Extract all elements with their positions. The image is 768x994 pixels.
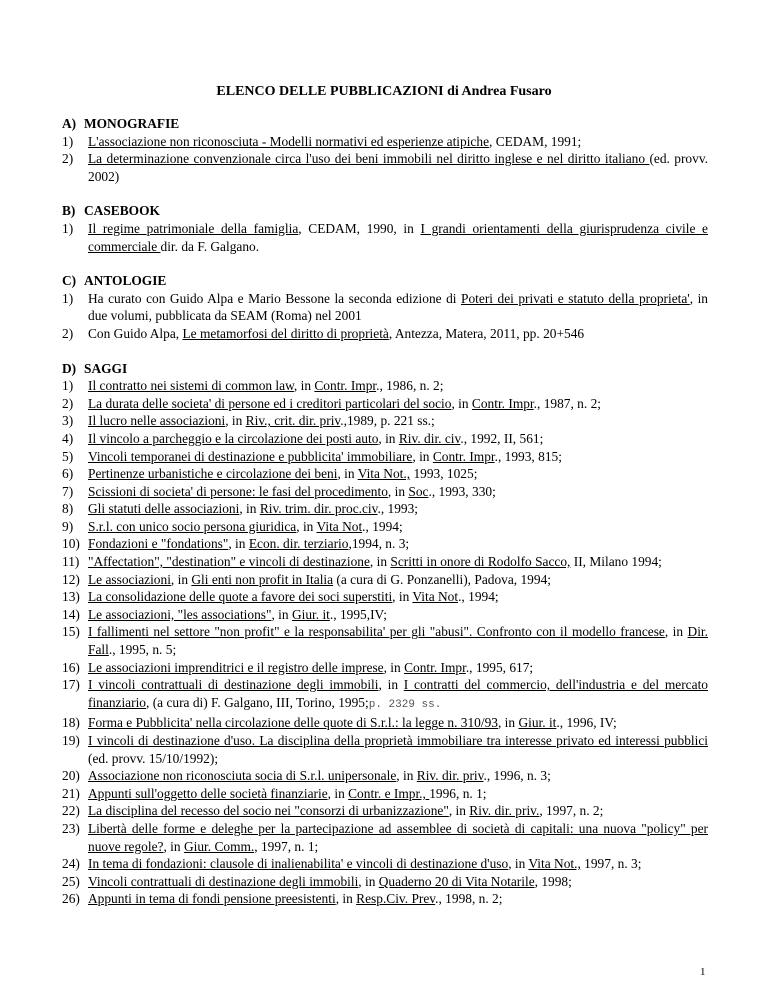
citation-text: , in xyxy=(163,838,184,854)
item-number: 1) xyxy=(62,378,74,394)
citation-text: ., 1995,IV; xyxy=(329,606,387,622)
section-heading xyxy=(62,272,708,290)
citation-text: , in xyxy=(451,395,472,411)
citation-title: I contratti del commercio, dell'industria e del mercato finanziario xyxy=(88,677,708,710)
citation-text: p. 2329 ss. xyxy=(368,698,442,711)
list-item xyxy=(62,571,708,589)
section-label: A) xyxy=(62,116,77,131)
citation-text: ., 1993; xyxy=(377,501,419,517)
citation-title: Soc xyxy=(408,483,429,499)
citation-text: , CEDAM, 1991; xyxy=(489,133,582,149)
citation-title: "Affectation", "destination" e vincoli di destinazione xyxy=(88,554,370,570)
section-heading xyxy=(62,202,708,220)
item-number: 23) xyxy=(62,820,80,836)
citation-text: ., 1998, n. 2; xyxy=(435,891,503,907)
item-text xyxy=(88,732,708,767)
citation-title: Contr. e Impr., xyxy=(348,785,430,801)
citation-text: , 1997, n. 2; xyxy=(539,803,604,819)
item-text xyxy=(88,500,708,518)
item-text xyxy=(88,325,708,343)
item-text xyxy=(88,290,708,325)
citation-text: Con Guido Alpa, xyxy=(88,325,183,341)
item-number: 10) xyxy=(62,536,80,552)
list-item xyxy=(62,659,708,677)
item-number: 26) xyxy=(62,891,80,907)
citation-text: ., 1993, 330; xyxy=(428,483,496,499)
item-text xyxy=(88,820,708,855)
citation-title: Associazione non riconosciuta socia di S.r.l. unipersonale xyxy=(88,768,397,784)
citation-text: , in xyxy=(335,891,357,907)
citation-title: Fondazioni e "fondations" xyxy=(88,536,229,552)
citation-text: , Antezza, Matera, 2011, pp. 20+546 xyxy=(388,325,585,341)
list-item xyxy=(62,535,708,553)
item-number: 24) xyxy=(62,856,80,872)
item-text xyxy=(88,785,708,803)
list-item xyxy=(62,220,708,255)
citation-title: Vincoli contrattuali di destinazione degli immobili xyxy=(88,873,359,889)
list-item xyxy=(62,377,708,395)
citation-text: ., 1994; xyxy=(362,518,403,534)
citation-text: ,1994, n. 3; xyxy=(348,536,410,552)
list-item xyxy=(62,553,708,571)
item-number: 5) xyxy=(62,448,74,464)
citation-text: Ha curato con Guido Alpa e Mario Bessone la seconda edizione di xyxy=(88,290,462,306)
citation-title: Le associazioni imprenditrici e il registro delle imprese xyxy=(88,659,384,675)
citation-text: , in due volumi, pubblicata da SEAM (Roma) nel 2001 xyxy=(88,290,708,324)
citation-title: La consolidazione delle quote a favore dei soci superstiti xyxy=(88,589,393,605)
item-text xyxy=(88,518,708,536)
page-number: 1 xyxy=(700,966,706,978)
citation-text: , 1998; xyxy=(534,873,572,889)
citation-title: Appunti in tema di fondi pensione preesistenti xyxy=(88,891,336,907)
citation-title: Riv. trim. dir. proc.civ xyxy=(259,501,378,517)
section-heading xyxy=(62,360,708,378)
item-number: 13) xyxy=(62,589,80,605)
citation-title: Le associazioni xyxy=(88,571,171,587)
citation-text: , in xyxy=(358,873,379,889)
citation-title: Vita Not xyxy=(412,589,459,605)
item-number: 18) xyxy=(62,715,80,731)
citation-title: Vita Not., xyxy=(357,466,411,482)
citation-text: , in xyxy=(327,785,349,801)
section-heading-text: MONOGRAFIE xyxy=(84,116,180,131)
citation-text: 1997, n. 3; xyxy=(580,856,642,872)
item-number: 21) xyxy=(62,785,80,801)
item-number: 9) xyxy=(62,518,74,534)
citation-text: , in xyxy=(369,554,391,570)
section xyxy=(62,115,708,185)
citation-text: , in xyxy=(664,624,688,640)
item-number: 16) xyxy=(62,659,80,675)
citation-text: II, Milano 1994; xyxy=(570,554,662,570)
citation-title: Libertà delle forme e deleghe per la partecipazione ad assemblee di società di capitali: una nuova "policy" per nuove regole? xyxy=(88,820,708,854)
citation-text: (ed. provv. 15/10/1992); xyxy=(88,750,219,766)
item-text xyxy=(88,588,708,606)
citation-title: Gli enti non profit in Italia xyxy=(191,571,334,587)
item-number: 17) xyxy=(62,677,80,693)
section xyxy=(62,202,708,255)
item-number: 14) xyxy=(62,606,80,622)
citation-title: Il lucro nelle associazioni xyxy=(88,413,226,429)
item-text xyxy=(88,767,708,785)
list-item xyxy=(62,500,708,518)
citation-text: ., 1993, 815; xyxy=(494,448,562,464)
item-text xyxy=(88,430,708,448)
item-number: 25) xyxy=(62,873,80,889)
list-item xyxy=(62,483,708,501)
item-text xyxy=(88,377,708,395)
citation-title: Le metamorfosi del diritto di proprietà xyxy=(182,325,389,341)
citation-title: Riv. dir. priv xyxy=(416,768,484,784)
item-text xyxy=(88,395,708,413)
list-item xyxy=(62,430,708,448)
list-item xyxy=(62,890,708,908)
citation-title: Pertinenze urbanistiche e circolazione dei beni xyxy=(88,466,338,482)
citation-title: Riv. dir. civ xyxy=(398,430,461,446)
section-heading-text: SAGGI xyxy=(84,360,128,376)
item-text xyxy=(88,623,708,658)
list-item xyxy=(62,150,708,185)
list-item xyxy=(62,133,708,151)
citation-title: Il contratto nei sistemi di common law xyxy=(88,378,294,394)
citation-title: Appunti sull'oggetto delle società finanziarie xyxy=(88,785,328,801)
list-item xyxy=(62,290,708,325)
item-number: 1) xyxy=(62,133,74,149)
list-item xyxy=(62,767,708,785)
citation-text: , CEDAM, 1990, in xyxy=(298,220,421,236)
list-item xyxy=(62,873,708,891)
item-text xyxy=(88,465,708,483)
citation-text: , in xyxy=(170,571,192,587)
citation-title: Contr. Impr xyxy=(314,378,377,394)
citation-title: Contr. Impr xyxy=(471,395,534,411)
item-text xyxy=(88,448,708,466)
section xyxy=(62,272,708,342)
citation-title: Le associazioni, "les associations" xyxy=(88,606,272,622)
list-item xyxy=(62,714,708,732)
citation-title: Il vincolo a parcheggio e la circolazione dei posti auto xyxy=(88,430,379,446)
publication-list xyxy=(62,115,708,925)
list-item xyxy=(62,802,708,820)
item-text xyxy=(88,802,708,820)
item-text xyxy=(88,659,708,677)
citation-text: , in xyxy=(293,378,315,394)
citation-text: ., 1996, IV; xyxy=(556,715,617,731)
item-text xyxy=(88,676,708,714)
citation-title: Dir. Fall xyxy=(88,624,708,658)
item-number: 4) xyxy=(62,430,74,446)
citation-title: Il regime patrimoniale della famiglia xyxy=(88,220,299,236)
citation-text: , in xyxy=(271,606,292,622)
citation-title: Vita Not., xyxy=(528,856,581,872)
item-text xyxy=(88,220,708,255)
citation-text: , in xyxy=(497,715,519,731)
citation-title: La disciplina del recesso del socio nei "consorzi di urbanizzazione" xyxy=(88,803,449,819)
item-number: 15) xyxy=(62,624,80,640)
item-number: 6) xyxy=(62,466,74,482)
citation-title: I grandi orientamenti della giurisprudenza civile e commerciale xyxy=(88,220,709,254)
item-number: 11) xyxy=(62,554,80,570)
section-heading-text: CASEBOOK xyxy=(84,203,160,219)
item-number: 2) xyxy=(62,151,74,167)
list-item xyxy=(62,395,708,413)
item-text xyxy=(88,553,708,571)
section xyxy=(62,360,708,908)
list-item xyxy=(62,623,708,658)
list-item xyxy=(62,588,708,606)
item-text xyxy=(88,483,708,501)
citation-title: Riv., crit. dir. priv xyxy=(245,413,341,429)
citation-text: , in xyxy=(412,448,433,464)
item-number: 8) xyxy=(62,501,74,517)
citation-text: ., 1996, n. 3; xyxy=(483,768,551,784)
item-number: 22) xyxy=(62,803,80,819)
citation-text: dir. da F. Galgano. xyxy=(160,238,260,254)
citation-title: Forma e Pubblicita' nella circolazione delle quote di S.r.l.: la legge n. 310/93 xyxy=(88,715,498,731)
citation-title: Quaderno 20 di Vita Notarile xyxy=(378,873,535,889)
citation-title: Vita Not xyxy=(316,518,363,534)
citation-text: ., 1992, II, 561; xyxy=(460,430,544,446)
citation-text: , in xyxy=(396,768,417,784)
item-number: 19) xyxy=(62,733,80,748)
item-text xyxy=(88,150,708,185)
citation-title: In tema di fondazioni: clausole di inalienabilita' e vincoli di destinazione d'uso xyxy=(88,856,509,872)
item-number: 20) xyxy=(62,768,80,784)
section-label: B) xyxy=(62,203,76,219)
citation-text: , in xyxy=(448,803,470,819)
citation-text: 1993, 1025; xyxy=(410,466,478,482)
list-item xyxy=(62,606,708,624)
citation-text: , in xyxy=(239,501,260,517)
list-item xyxy=(62,855,708,873)
citation-title: I fallimenti nel settore "non profit" e la responsabilita' per gli "abusi". Confronto con il modello francese xyxy=(88,624,665,640)
list-item xyxy=(62,820,708,855)
list-item xyxy=(62,518,708,536)
citation-text: ., 1995, n. 5; xyxy=(108,642,177,658)
item-text xyxy=(88,606,708,624)
citation-text: ., 1987, n. 2; xyxy=(533,395,601,411)
citation-title: Riv. dir. priv. xyxy=(469,803,540,819)
citation-text: ., 1986, n. 2; xyxy=(376,378,444,394)
citation-text: , in xyxy=(378,677,404,693)
citation-title: La durata delle societa' di persone ed i creditori particolari del socio xyxy=(88,395,452,411)
citation-text: , in xyxy=(508,856,529,872)
citation-text: , in xyxy=(337,466,358,482)
citation-text: (a cura di G. Ponzanelli), Padova, 1994; xyxy=(333,571,551,587)
list-item xyxy=(62,732,708,767)
citation-text: , in xyxy=(383,659,405,675)
item-number: 1) xyxy=(62,290,74,306)
list-item xyxy=(62,465,708,483)
citation-title: Giur. Comm., xyxy=(183,838,258,854)
citation-title: Contr. Impr xyxy=(432,448,495,464)
citation-title: Scissioni di societa' di persone: le fasi del procedimento xyxy=(88,483,388,499)
citation-text: , in xyxy=(378,430,399,446)
citation-text: , in xyxy=(392,589,413,605)
citation-text: 1997, n. 1; xyxy=(257,838,319,854)
citation-text: , (a cura di) F. Galgano, III, Torino, 1995; xyxy=(146,694,369,710)
citation-title: Resp.Civ. Prev xyxy=(356,891,436,907)
item-number: 7) xyxy=(62,483,74,499)
citation-text: , in xyxy=(228,536,249,552)
section-heading xyxy=(62,115,708,133)
citation-title: L'associazione non riconosciuta - Modelli normativi ed esperienze atipiche xyxy=(88,133,490,149)
list-item xyxy=(62,448,708,466)
item-text xyxy=(88,571,708,589)
document-title: ELENCO DELLE PUBBLICAZIONI di Andrea Fusaro xyxy=(216,84,552,99)
citation-text: 1996, n. 1; xyxy=(429,785,487,801)
item-text xyxy=(88,890,708,908)
citation-text: .,1989, p. 221 ss.; xyxy=(340,413,435,429)
citation-title: Poteri dei privati e statuto della proprieta' xyxy=(461,290,690,306)
list-item xyxy=(62,325,708,343)
list-item xyxy=(62,676,708,714)
item-text xyxy=(88,714,708,732)
citation-text: ., 1994; xyxy=(458,589,499,605)
section-label: D) xyxy=(62,360,77,376)
item-number: 12) xyxy=(62,571,80,587)
item-text xyxy=(88,535,708,553)
item-number: 2) xyxy=(62,395,74,411)
section-heading-text: ANTOLOGIE xyxy=(84,273,167,289)
citation-title: Gli statuti delle associazioni xyxy=(88,501,240,517)
citation-title: Vincoli temporanei di destinazione e pubblicita' immobiliare xyxy=(88,448,413,464)
citation-text: , in xyxy=(225,413,246,429)
item-text xyxy=(88,873,708,891)
item-number: 1) xyxy=(62,220,74,236)
citation-title: La determinazione convenzionale circa l'uso dei beni immobili nel diritto inglese e nel diritto italiano xyxy=(88,151,650,167)
citation-title: Econ. dir. terziario xyxy=(248,536,349,552)
citation-text: , in xyxy=(296,518,317,534)
item-number: 2) xyxy=(62,325,74,341)
list-item xyxy=(62,412,708,430)
item-text xyxy=(88,855,708,873)
citation-text: ., 1995, 617; xyxy=(465,659,534,675)
item-text xyxy=(88,412,708,430)
citation-title: S.r.l. con unico socio persona giuridica xyxy=(88,518,297,534)
citation-title: I vincoli contrattuali di destinazione degli immobili xyxy=(88,677,379,693)
citation-text: (ed. provv. 2002) xyxy=(88,151,708,184)
citation-title: Scritti in onore di Rodolfo Sacco, xyxy=(390,554,571,570)
list-item xyxy=(62,785,708,803)
item-number: 3) xyxy=(62,413,74,429)
citation-text: , in xyxy=(387,483,409,499)
citation-title: Giur. it xyxy=(291,606,330,622)
citation-title: I vincoli di destinazione d'uso. La disciplina della proprietà immobiliare tra interesse privato ed interessi pubblici xyxy=(88,733,708,748)
citation-title: Giur. it xyxy=(518,715,557,731)
item-text xyxy=(88,133,708,151)
citation-title: Contr. Impr xyxy=(404,659,466,675)
section-label: C) xyxy=(62,273,77,289)
